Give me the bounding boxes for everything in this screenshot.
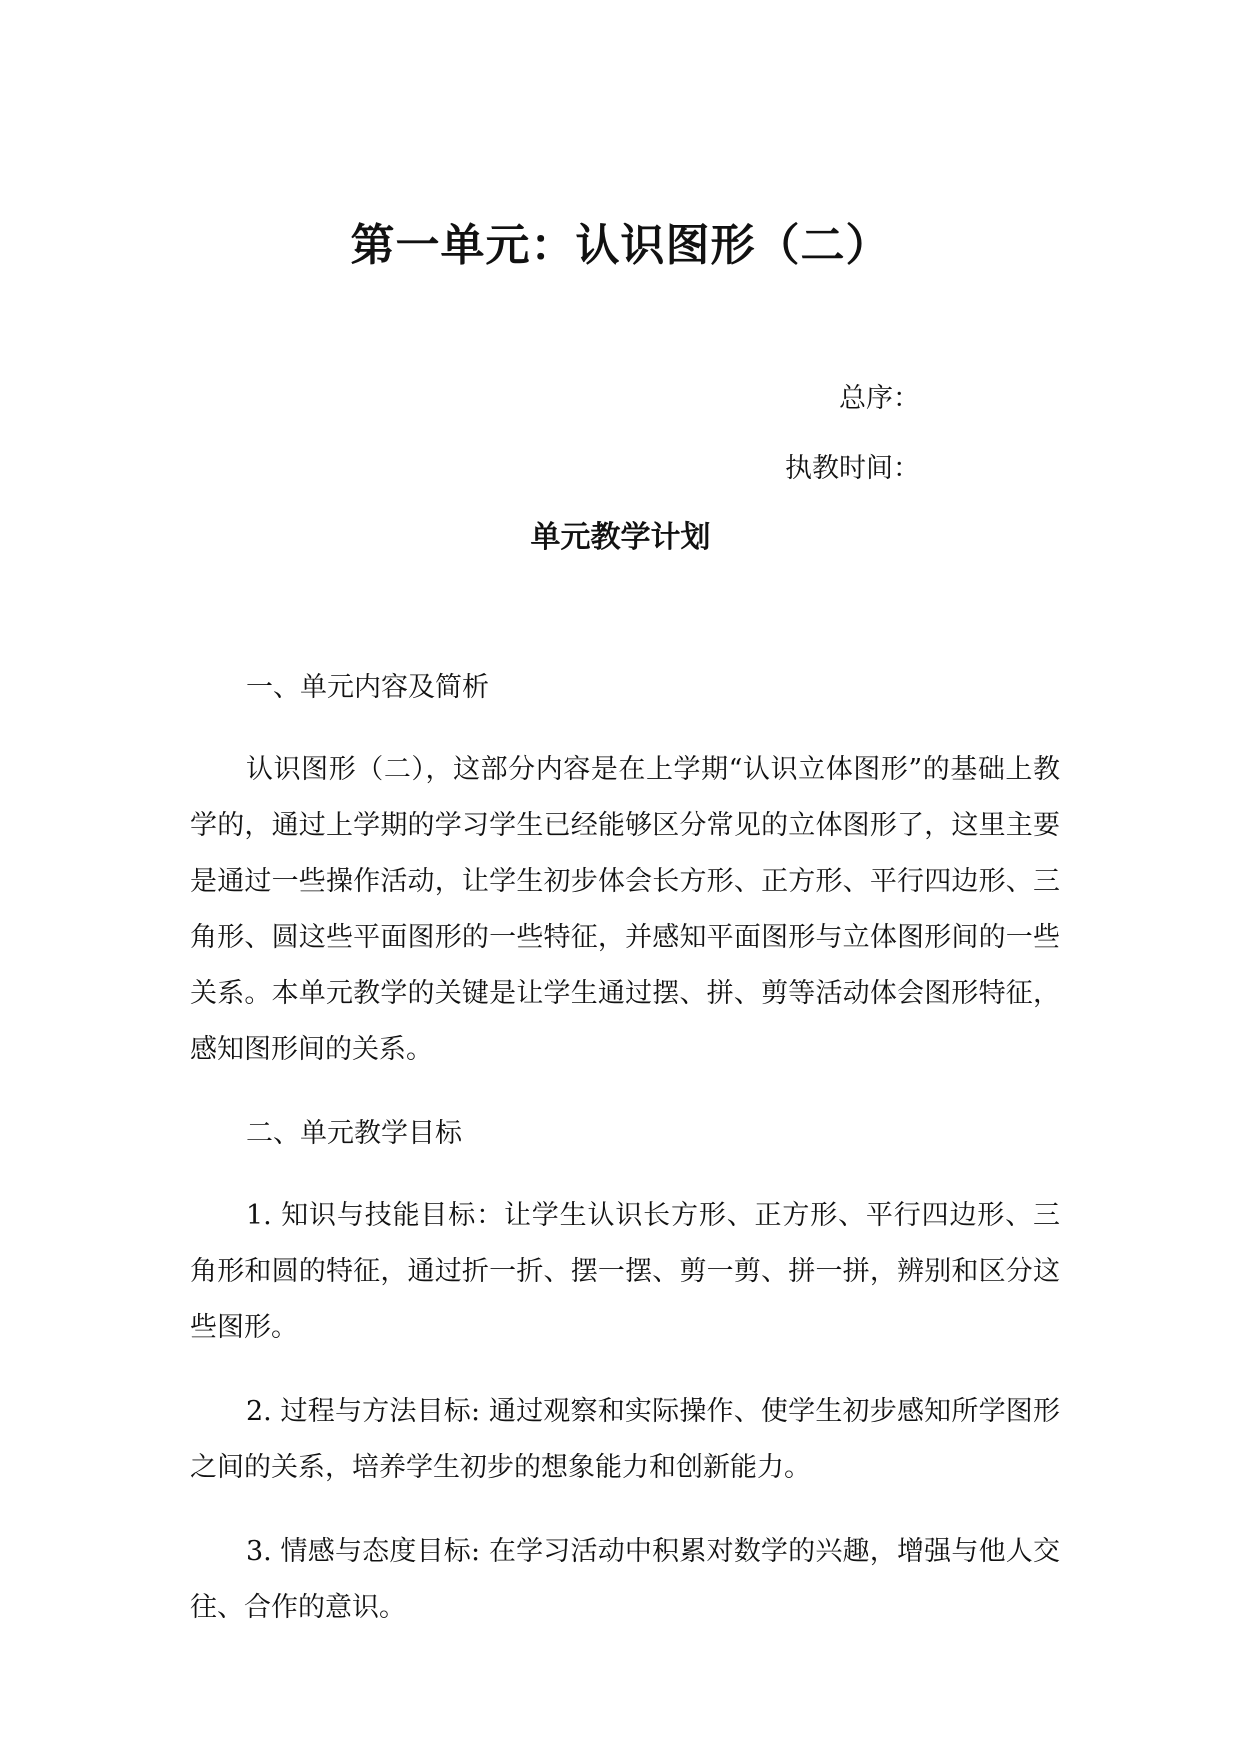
paragraph-goal-attitude: 3. 情感与态度目标: 在学习活动中积累对数学的兴趣，增强与他人交往、合作的意识。 [190,1536,1060,1623]
paragraph-goal-knowledge: 1. 知识与技能目标：让学生认识长方形、正方形、平行四边形、三角形和圆的特征，通过折一折、摆一摆、剪一剪、拼一拼，辨别和区分这些图形。 [190,1200,1060,1343]
section-heading-content: 一、单元内容及简析 [246,672,489,703]
document-subtitle: 单元教学计划 [530,520,711,555]
order-label: 总序： [839,383,920,414]
section-heading-goals: 二、单元教学目标 [246,1118,462,1149]
document-title: 第一单元：认识图形（二） [350,220,891,271]
paragraph-goal-process: 2. 过程与方法目标: 通过观察和实际操作、使学生初步感知所学图形之间的关系，培养学生初步的想象能力和创新能力。 [190,1396,1060,1483]
paragraph-content-analysis: 认识图形（二），这部分内容是在上学期“认识立体图形”的基础上教学的，通过上学期的学习学生已经能够区分常见的立体图形了，这里主要是通过一些操作活动，让学生初步体会长方形、正方形、平行四边形、三角形、圆这些平面图形的一些特征，并感知平面图形与立体图形间的一些关系。本单元教学的关键是让学生通过摆、拼、剪等活动体会图形特征，感知图形间的关系。 [190,754,1060,1065]
teaching-time-label: 执教时间： [785,453,920,484]
document-body [190,660,1060,1636]
